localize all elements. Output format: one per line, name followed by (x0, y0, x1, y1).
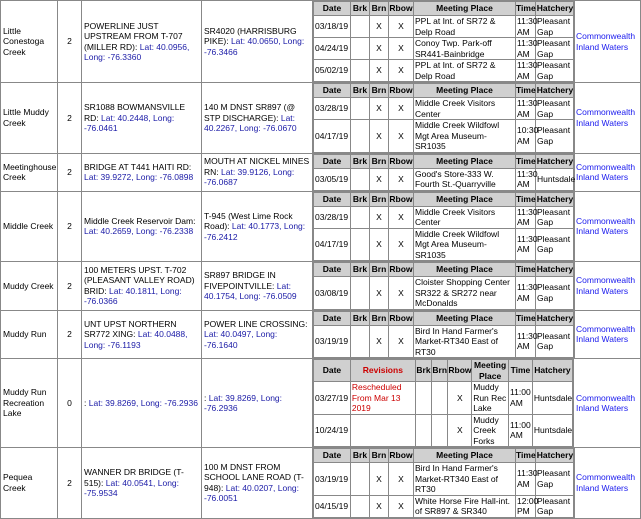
stocking-rbow: X (448, 382, 472, 415)
upper-limit-coords: Lat: 40.0956, Long: -76.3360 (84, 41, 190, 62)
lower-limit-name: 100 M DNST FROM SCHOOL LANE ROAD (T-948): (204, 461, 304, 493)
water-row (1, 83, 641, 154)
stocking-date: 03/05/19 (314, 168, 351, 190)
header-date: Date (314, 263, 351, 277)
water-name: Middle Creek (1, 191, 58, 262)
stocking-row (314, 382, 573, 415)
stocking-time: 11:30 AM (517, 60, 538, 81)
upper-limit (82, 1, 202, 83)
upper-limit-coords: Lat: 40.2448, Long: -76.0461 (84, 112, 175, 133)
stocking-count: 2 (58, 1, 82, 83)
header-brn: Brn (370, 192, 389, 206)
upper-limit-name: BRIDGE AT T441 HAITI RD: (84, 161, 192, 172)
header-rbow: Rbow (389, 2, 414, 16)
header-date: Date (314, 311, 351, 325)
schedule-subtable (313, 262, 575, 310)
stocking-place: Muddy Creek Forks (472, 414, 509, 447)
stocking-time: 11:30 AM (516, 463, 536, 496)
schedule-header-row (314, 192, 575, 206)
stocking-date: 03/28/19 (314, 98, 351, 120)
header-rbow: Rbow (389, 311, 414, 325)
stocking-place: Cloister Shopping Center SR322 & SR272 near McDonalds (414, 277, 516, 310)
header-hatchery: Hatchery (536, 2, 575, 16)
water-name: Pequea Creek (1, 448, 58, 519)
stocking-schedule (313, 448, 574, 519)
stocking-row (314, 495, 575, 517)
upper-limit-name: SR1088 BOWMANSVILLE RD: (84, 102, 186, 123)
stocking-brk (351, 228, 370, 261)
lower-limit-coords: Lat: 40.1773, Long: -76.2412 (204, 221, 306, 242)
lower-limit (202, 310, 313, 359)
header-hatchery: Hatchery (536, 154, 575, 168)
stocking-count: 2 (58, 153, 82, 191)
lower-limit-coords: Lat: 40.1754, Long: -76.0509 (204, 280, 297, 301)
agency-link[interactable]: Commonwealth Inland Waters (576, 275, 636, 296)
stocking-hatchery: Pleasant Gap (536, 325, 575, 358)
header-brn: Brn (370, 311, 389, 325)
stocking-place: PPL at Int. of SR72 & Delp Road (414, 60, 516, 82)
stocking-place: Good's Store-333 W. Fourth St.-Quarryville (414, 168, 516, 190)
stocking-brk (351, 16, 370, 38)
header-hatchery: Hatchery (536, 449, 575, 463)
lower-limit-name: POWER LINE CROSSING: (204, 318, 308, 329)
header-place: Meeting Place (414, 2, 516, 16)
water-name: Muddy Run (1, 310, 58, 359)
header-hatchery: Hatchery (532, 360, 572, 382)
header-time: Time (509, 360, 533, 382)
stocking-schedule (313, 153, 574, 191)
stocking-place: Middle Creek Visitors Center (414, 98, 516, 120)
lower-limit (202, 359, 313, 448)
stocking-hatchery: Huntsdale (532, 382, 572, 415)
agency-link[interactable]: Commonwealth Inland Waters (576, 323, 636, 345)
stocking-time: 11:30 AM (516, 228, 536, 261)
stocking-brk (415, 382, 431, 415)
lower-limit (202, 191, 313, 262)
stocking-brn: X (370, 463, 389, 496)
agency-cell (574, 359, 641, 448)
schedule-header-row (314, 154, 575, 168)
header-rbow: Rbow (448, 360, 472, 382)
stocking-rbow: X (389, 277, 414, 310)
stocking-rbow: X (389, 495, 414, 517)
schedule-header-row (314, 2, 575, 16)
schedule-subtable (313, 154, 575, 191)
header-rbow: Rbow (389, 154, 414, 168)
stocking-hatchery: Pleasant Gap (536, 60, 575, 82)
lower-limit-name: SR4020 (HARRISBURG PIKE): (204, 25, 297, 47)
stocking-row (314, 98, 575, 120)
stocking-brn: X (370, 228, 389, 261)
header-place: Meeting Place (472, 360, 509, 382)
stocking-brn: X (370, 16, 389, 38)
header-rbow: Rbow (389, 449, 414, 463)
agency-cell (574, 310, 641, 359)
stocking-brn: X (370, 38, 389, 60)
water-name: Little Muddy Creek (1, 83, 58, 154)
lower-limit-coords: Lat: 40.2267, Long: -76.0670 (204, 112, 297, 133)
water-row (1, 153, 641, 191)
stocking-date: 04/15/19 (314, 495, 351, 517)
header-hatchery: Hatchery (536, 84, 575, 98)
stocking-time: 11:30 AM (517, 206, 538, 227)
stocking-count: 2 (58, 448, 82, 519)
stocking-brk (351, 277, 370, 310)
stocking-date: 03/08/19 (314, 277, 351, 310)
water-row (1, 359, 641, 448)
stocking-row (314, 120, 575, 153)
stocking-count: 2 (58, 262, 82, 311)
header-time: Time (516, 2, 536, 16)
header-brk: Brk (351, 263, 370, 277)
lower-limit (202, 448, 313, 519)
water-name: Meetinghouse Creek (1, 153, 58, 191)
stocking-schedule (313, 191, 574, 262)
stocking-brk (351, 168, 370, 190)
stocking-time: 10:30 AM (516, 120, 536, 153)
stocking-place: Middle Creek Wildfowl Mgt Area Museum-SR1035 (414, 120, 516, 153)
header-brk: Brk (351, 449, 370, 463)
header-time: Time (516, 311, 536, 325)
lower-limit-coords: Lat: 40.0497, Long: -76.1640 (204, 329, 278, 350)
stocking-rbow: X (389, 206, 414, 228)
stocking-brk (351, 98, 370, 120)
upper-limit (82, 153, 202, 191)
stocking-schedule (313, 1, 574, 83)
header-place: Meeting Place (414, 154, 516, 168)
upper-limit-name: WANNER DR BRIDGE (T-515): (84, 467, 184, 488)
stocking-brn (432, 382, 448, 415)
header-brn: Brn (370, 263, 389, 277)
water-name: Muddy Creek (1, 262, 58, 311)
stocking-place: Conoy Twp. Park-off SR441-Bainbridge (414, 38, 516, 60)
stocking-brn: X (370, 325, 389, 358)
schedule-header-row (314, 311, 575, 325)
stocking-date: 04/17/19 (314, 228, 351, 261)
agency-link[interactable]: Commonwealth Inland Waters (576, 215, 636, 237)
header-hatchery: Hatchery (536, 263, 575, 277)
upper-limit (82, 83, 202, 154)
stocking-brk (351, 38, 370, 60)
upper-limit-coords: Lat: 40.2659, Long: -76.2338 (84, 226, 194, 237)
header-date: Date (314, 154, 351, 168)
stocking-place: Middle Creek Visitors Center (414, 206, 516, 228)
stocking-hatchery: Pleasant Gap (536, 206, 575, 228)
stocking-count: 2 (58, 83, 82, 154)
stocking-hatchery: Pleasant Gap (536, 98, 575, 120)
stocking-rbow: X (448, 414, 472, 447)
agency-link[interactable]: Commonwealth Inland Waters (576, 161, 636, 182)
schedule-header-row (314, 360, 573, 382)
header-brk: Brk (351, 154, 370, 168)
stocking-rbow: X (389, 38, 414, 60)
header-rbow: Rbow (389, 84, 414, 98)
stocking-time: 11:30 AM (517, 98, 538, 119)
upper-limit (82, 310, 202, 359)
upper-limit-coords: Lat: 40.0541, Long: -75.9534 (84, 477, 180, 498)
stocking-brn (432, 414, 448, 447)
header-rbow: Rbow (389, 192, 414, 206)
water-row (1, 1, 641, 83)
lower-limit-name: 140 M DNST SR897 (@ STP DISCHARGE): (204, 102, 296, 123)
schedule-subtable (313, 448, 575, 518)
stocking-count: 0 (58, 359, 82, 448)
stocking-place: White Horse Fire Hall-int. of SR897 & SR340 (414, 495, 516, 517)
upper-limit (82, 191, 202, 262)
header-brn: Brn (370, 154, 389, 168)
header-place: Meeting Place (414, 84, 516, 98)
stocking-revision (350, 414, 415, 447)
stocking-row (314, 38, 575, 60)
stocking-rbow: X (389, 16, 414, 38)
agency-cell (574, 191, 641, 262)
stocking-brn: X (370, 206, 389, 228)
upper-limit-coords: Lat: 40.0488, Long: -76.1193 (84, 329, 188, 350)
stocking-time: 11:30 AM (516, 325, 536, 358)
header-place: Meeting Place (414, 192, 516, 206)
header-time: Time (516, 154, 536, 168)
stocking-rbow: X (389, 98, 414, 120)
header-hatchery: Hatchery (536, 192, 575, 206)
stocking-count: 2 (58, 310, 82, 359)
header-date: Date (314, 192, 351, 206)
header-brk: Brk (415, 360, 431, 382)
header-brn: Brn (370, 2, 389, 16)
header-time: Time (516, 263, 536, 277)
stocking-brn: X (370, 277, 389, 310)
water-row (1, 448, 641, 519)
stocking-time: 11:30 AM (517, 38, 538, 59)
stocking-hatchery: Pleasant Gap (536, 38, 575, 60)
stocking-rbow: X (389, 60, 414, 82)
stocking-row (314, 16, 575, 38)
stocking-brn: X (370, 60, 389, 82)
upper-limit-coords: Lat: 40.1811, Long: -76.0366 (84, 285, 182, 307)
schedule-subtable (313, 83, 575, 153)
lower-limit-coords: Lat: 40.0207, Long: -76.0051 (204, 482, 300, 504)
stocking-date: 10/24/19 (314, 414, 351, 447)
header-time: Time (516, 84, 536, 98)
stocking-brk (415, 414, 431, 447)
stocking-row (314, 60, 575, 82)
stocking-time: 11:00 AM (509, 382, 533, 415)
agency-cell (574, 262, 641, 311)
stocking-brk (351, 463, 370, 496)
header-date: Date (314, 360, 351, 382)
stocking-brn: X (370, 120, 389, 153)
stocking-rbow: X (389, 120, 414, 153)
stocking-time: 11:30 AM (516, 277, 536, 310)
agency-link[interactable]: Commonwealth Inland Waters (576, 31, 636, 52)
header-date: Date (314, 2, 351, 16)
stocking-date: 03/19/19 (314, 463, 351, 496)
stocking-schedule (313, 262, 574, 311)
stocking-brn: X (370, 168, 389, 190)
lower-limit (202, 1, 313, 83)
schedule-header-row (314, 263, 575, 277)
schedule-header-row (314, 449, 575, 463)
water-row (1, 191, 641, 262)
header-time: Time (516, 449, 536, 463)
stocking-hatchery: Pleasant Gap (536, 16, 575, 38)
schedule-subtable (313, 359, 573, 447)
lower-limit-name: T-945 (West Lime Rock Road): (204, 210, 293, 231)
header-time: Time (516, 192, 536, 206)
header-brn: Brn (370, 449, 389, 463)
stocking-rbow: X (389, 463, 414, 496)
stocking-schedule (313, 359, 574, 448)
upper-limit-name: 100 METERS UPST. T-702 (PLEASANT VALLEY ROAD) BRID: (84, 264, 195, 296)
upper-limit (82, 359, 202, 448)
stocking-row (314, 463, 575, 496)
stocking-rbow: X (389, 228, 414, 261)
lower-limit-coords: Lat: 39.9126, Long: -76.0687 (204, 166, 295, 188)
stocking-date: 03/27/19 (314, 382, 351, 415)
stocking-time: 11:30 AM (517, 168, 538, 189)
stocking-row (314, 168, 575, 190)
agency-cell (574, 448, 641, 519)
stocking-rbow: X (389, 325, 414, 358)
stocking-place: Muddy Run Rec Lake (472, 382, 509, 415)
stocking-brn: X (370, 98, 389, 120)
header-brn: Brn (432, 360, 448, 382)
stocking-hatchery: Pleasant Gap (536, 495, 575, 517)
agency-cell (574, 1, 641, 83)
stocking-brk (351, 206, 370, 228)
schedule-subtable (313, 1, 575, 82)
stocking-hatchery: Pleasant Gap (536, 463, 575, 496)
stocking-hatchery: Huntsdale (532, 414, 572, 447)
upper-limit-name: : (84, 397, 87, 408)
agency-cell (574, 83, 641, 154)
header-place: Meeting Place (414, 449, 516, 463)
stocking-date: 04/17/19 (314, 120, 351, 153)
lower-limit (202, 262, 313, 311)
header-brk: Brk (351, 84, 370, 98)
lower-limit-name: : (204, 392, 207, 403)
upper-limit-name: Middle Creek Reservoir Dam: (84, 215, 196, 226)
stocking-row (314, 206, 575, 228)
stocking-place: PPL at Int. of SR72 & Delp Road (414, 16, 516, 38)
stocking-time: 11:00 AM (509, 414, 533, 447)
lower-limit-name: MOUTH AT NICKEL MINES RN: (204, 156, 310, 177)
stocking-hatchery: Pleasant Gap (536, 120, 575, 153)
water-name: Muddy Run Recreation Lake (1, 359, 58, 448)
stocking-time: 12:00 PM (517, 495, 539, 516)
agency-link[interactable]: Commonwealth Inland Waters (576, 107, 636, 128)
upper-limit-coords: Lat: 39.8269, Long: -76.2936 (88, 397, 198, 408)
stocking-brk (351, 60, 370, 82)
stocking-rbow: X (389, 168, 414, 190)
stocking-place: Bird In Hand Farmer's Market-RT340 East of RT30 (414, 463, 516, 496)
upper-limit-coords: Lat: 39.9272, Long: -76.0898 (84, 172, 194, 182)
schedule-subtable (313, 192, 575, 262)
stocking-date: 05/02/19 (314, 60, 351, 82)
stocking-count: 2 (58, 191, 82, 262)
stocking-brk (351, 120, 370, 153)
header-brk: Brk (351, 311, 370, 325)
stocking-date: 04/24/19 (314, 38, 351, 60)
stocking-row (314, 228, 575, 261)
agency-link[interactable]: Commonwealth Inland Waters (576, 472, 636, 493)
lower-limit-name: SR897 BRIDGE IN FIVEPOINTVILLE: (204, 270, 276, 291)
stocking-brk (351, 495, 370, 517)
stocking-hatchery: Pleasant Gap (536, 277, 575, 310)
header-rbow: Rbow (389, 263, 414, 277)
stocking-row (314, 414, 573, 447)
lower-limit (202, 83, 313, 154)
upper-limit-name: POWERLINE JUST UPSTREAM FROM T-707 (MILLER RD): (84, 20, 183, 52)
stocking-schedule (313, 310, 574, 359)
stocking-date: 03/28/19 (314, 206, 351, 228)
stocking-time: 11:30 AM (517, 16, 538, 37)
stocking-brk (351, 325, 370, 358)
header-brn: Brn (370, 84, 389, 98)
header-place: Meeting Place (414, 263, 516, 277)
water-row (1, 262, 641, 311)
water-row (1, 310, 641, 359)
upper-limit-name: UNT UPST NORTHERN SR772 XING: (84, 318, 177, 339)
stocking-revision: Rescheduled From Mar 13 2019 (350, 382, 415, 415)
upper-limit (82, 448, 202, 519)
stocking-place: Middle Creek Wildfowl Mgt Area Museum-SR1035 (414, 228, 516, 261)
schedule-header-row (314, 84, 575, 98)
schedule-subtable (313, 311, 575, 359)
stocking-hatchery: Pleasant Gap (536, 228, 575, 261)
upper-limit (82, 262, 202, 311)
stocking-date: 03/19/19 (314, 325, 351, 358)
stocking-schedule (313, 83, 574, 154)
header-date: Date (314, 449, 351, 463)
header-place: Meeting Place (414, 311, 516, 325)
stocking-row (314, 277, 575, 310)
header-hatchery: Hatchery (536, 311, 575, 325)
stocking-hatchery: Huntsdale (536, 168, 575, 190)
lower-limit (202, 153, 313, 191)
header-date: Date (314, 84, 351, 98)
agency-cell (574, 153, 641, 191)
stocking-brn: X (370, 495, 389, 517)
header-revisions: Revisions (350, 360, 415, 382)
lower-limit-coords: Lat: 40.0650, Long: -76.3466 (204, 36, 305, 57)
stocking-place: Bird In Hand Farmer's Market-RT340 East of RT30 (414, 325, 516, 358)
stocking-row (314, 325, 575, 358)
water-name: Little Conestoga Creek (1, 1, 58, 83)
stocking-date: 03/18/19 (314, 16, 351, 38)
agency-link[interactable]: Commonwealth Inland Waters (576, 392, 636, 413)
header-brk: Brk (351, 192, 370, 206)
header-brk: Brk (351, 2, 370, 16)
lower-limit-coords: Lat: 39.8269, Long: -76.2936 (204, 392, 283, 413)
